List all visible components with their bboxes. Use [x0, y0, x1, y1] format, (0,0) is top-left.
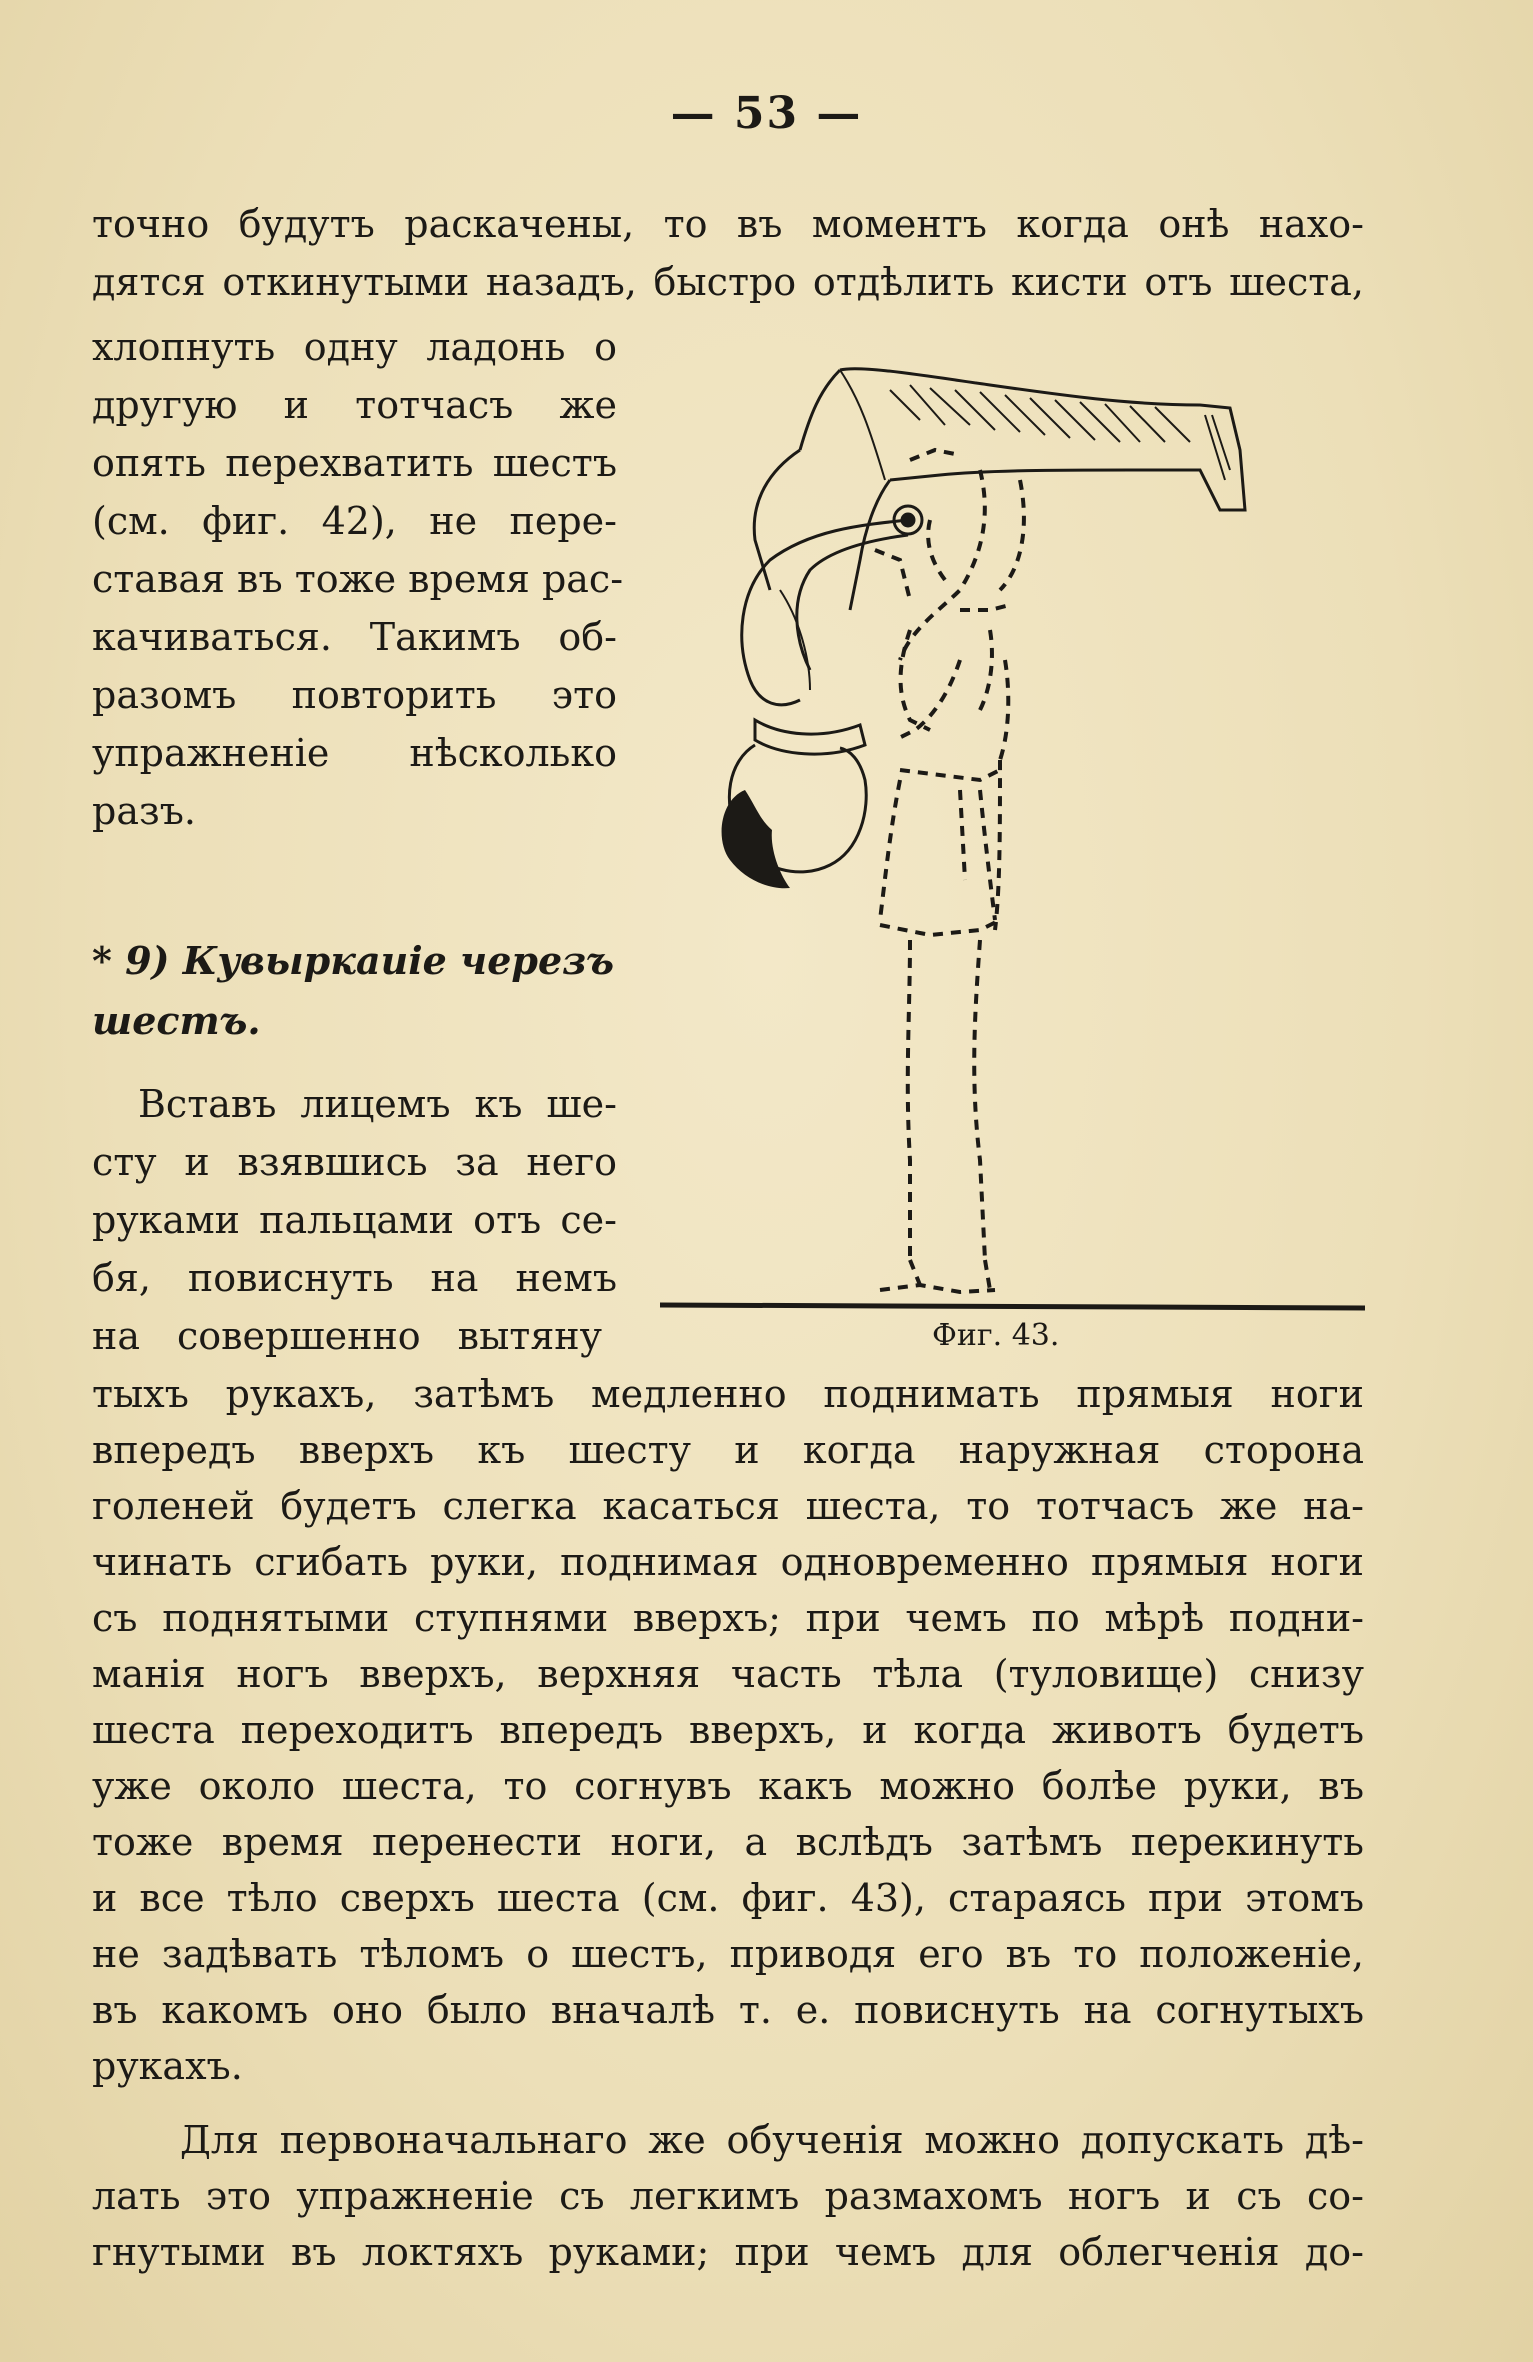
text-line: на совершенно вытяну — [92, 1314, 602, 1358]
text-line: качиваться. Такимъ об- — [92, 615, 617, 659]
text-line: точно будутъ раскачены, то въ моментъ когда онѣ нахо- — [92, 202, 1364, 246]
text-line: и все тѣло сверхъ шеста (см. фиг. 43), стараясь при этомъ — [92, 1876, 1364, 1920]
text-line: опять перехватить шестъ — [92, 441, 617, 485]
text-line: манія ногъ вверхъ, верхняя часть тѣла (туловище) снизу — [92, 1652, 1364, 1696]
text-line: упражненіе нѣсколько — [92, 731, 617, 775]
text-line: гнутыми въ локтяхъ руками; при чемъ для облегченія до- — [92, 2230, 1364, 2274]
section-heading-cont: шестъ. — [92, 998, 261, 1043]
text-line: въ какомъ оно было вначалѣ т. е. повиснуть на согнутыхъ — [92, 1988, 1364, 2032]
text-line: впередъ вверхъ къ шесту и когда наружная сторона — [92, 1428, 1364, 1472]
text-line: Вставъ лицемъ къ ше- — [138, 1082, 617, 1126]
text-line: дятся откинутыми назадъ, быстро отдѣлить кисти отъ шеста, — [92, 260, 1364, 304]
text-line: чинать сгибать руки, поднимая одновременно прямыя ноги — [92, 1540, 1364, 1584]
text-line: другую и тотчасъ же — [92, 383, 617, 427]
text-line: (см. фиг. 42), не пере- — [92, 499, 617, 543]
text-line: тыхъ рукахъ, затѣмъ медленно поднимать прямыя ноги — [92, 1372, 1364, 1416]
text-line: сту и взявшись за него — [92, 1140, 617, 1184]
figure-caption: Фиг. 43. — [932, 1318, 1060, 1353]
text-line: тоже время перенести ноги, а вслѣдъ затѣмъ перекинуть — [92, 1820, 1364, 1864]
text-line: ставая въ тоже время рас- — [92, 557, 624, 601]
text-line: Для первоначальнаго же обученія можно допускать дѣ- — [180, 2118, 1364, 2162]
text-line: уже около шеста, то согнувъ какъ можно болѣе руки, въ — [92, 1764, 1364, 1808]
text-line: шеста переходитъ впередъ вверхъ, и когда животъ будетъ — [92, 1708, 1364, 1752]
text-line: лать это упражненіе съ легкимъ размахомъ ногъ и съ со- — [92, 2174, 1364, 2218]
page-number: — 53 — — [670, 88, 863, 139]
text-line: съ поднятыми ступнями вверхъ; при чемъ по мѣрѣ подни- — [92, 1596, 1364, 1640]
text-line: руками пальцами отъ се- — [92, 1198, 617, 1242]
text-line: не задѣвать тѣломъ о шестъ, приводя его въ то положеніе, — [92, 1932, 1364, 1976]
figure-43-illustration — [660, 360, 1370, 1330]
section-heading: * 9) Кувыркаиіе черезъ — [92, 938, 615, 983]
text-line: хлопнуть одну ладонь о — [92, 325, 617, 369]
text-line: рукахъ. — [92, 2044, 243, 2088]
text-line: разомъ повторить это — [92, 673, 617, 717]
text-line: бя, повиснуть на немъ — [92, 1256, 617, 1300]
text-line: разъ. — [92, 789, 196, 833]
text-line: голеней будетъ слегка касаться шеста, то тотчасъ же на- — [92, 1484, 1364, 1528]
